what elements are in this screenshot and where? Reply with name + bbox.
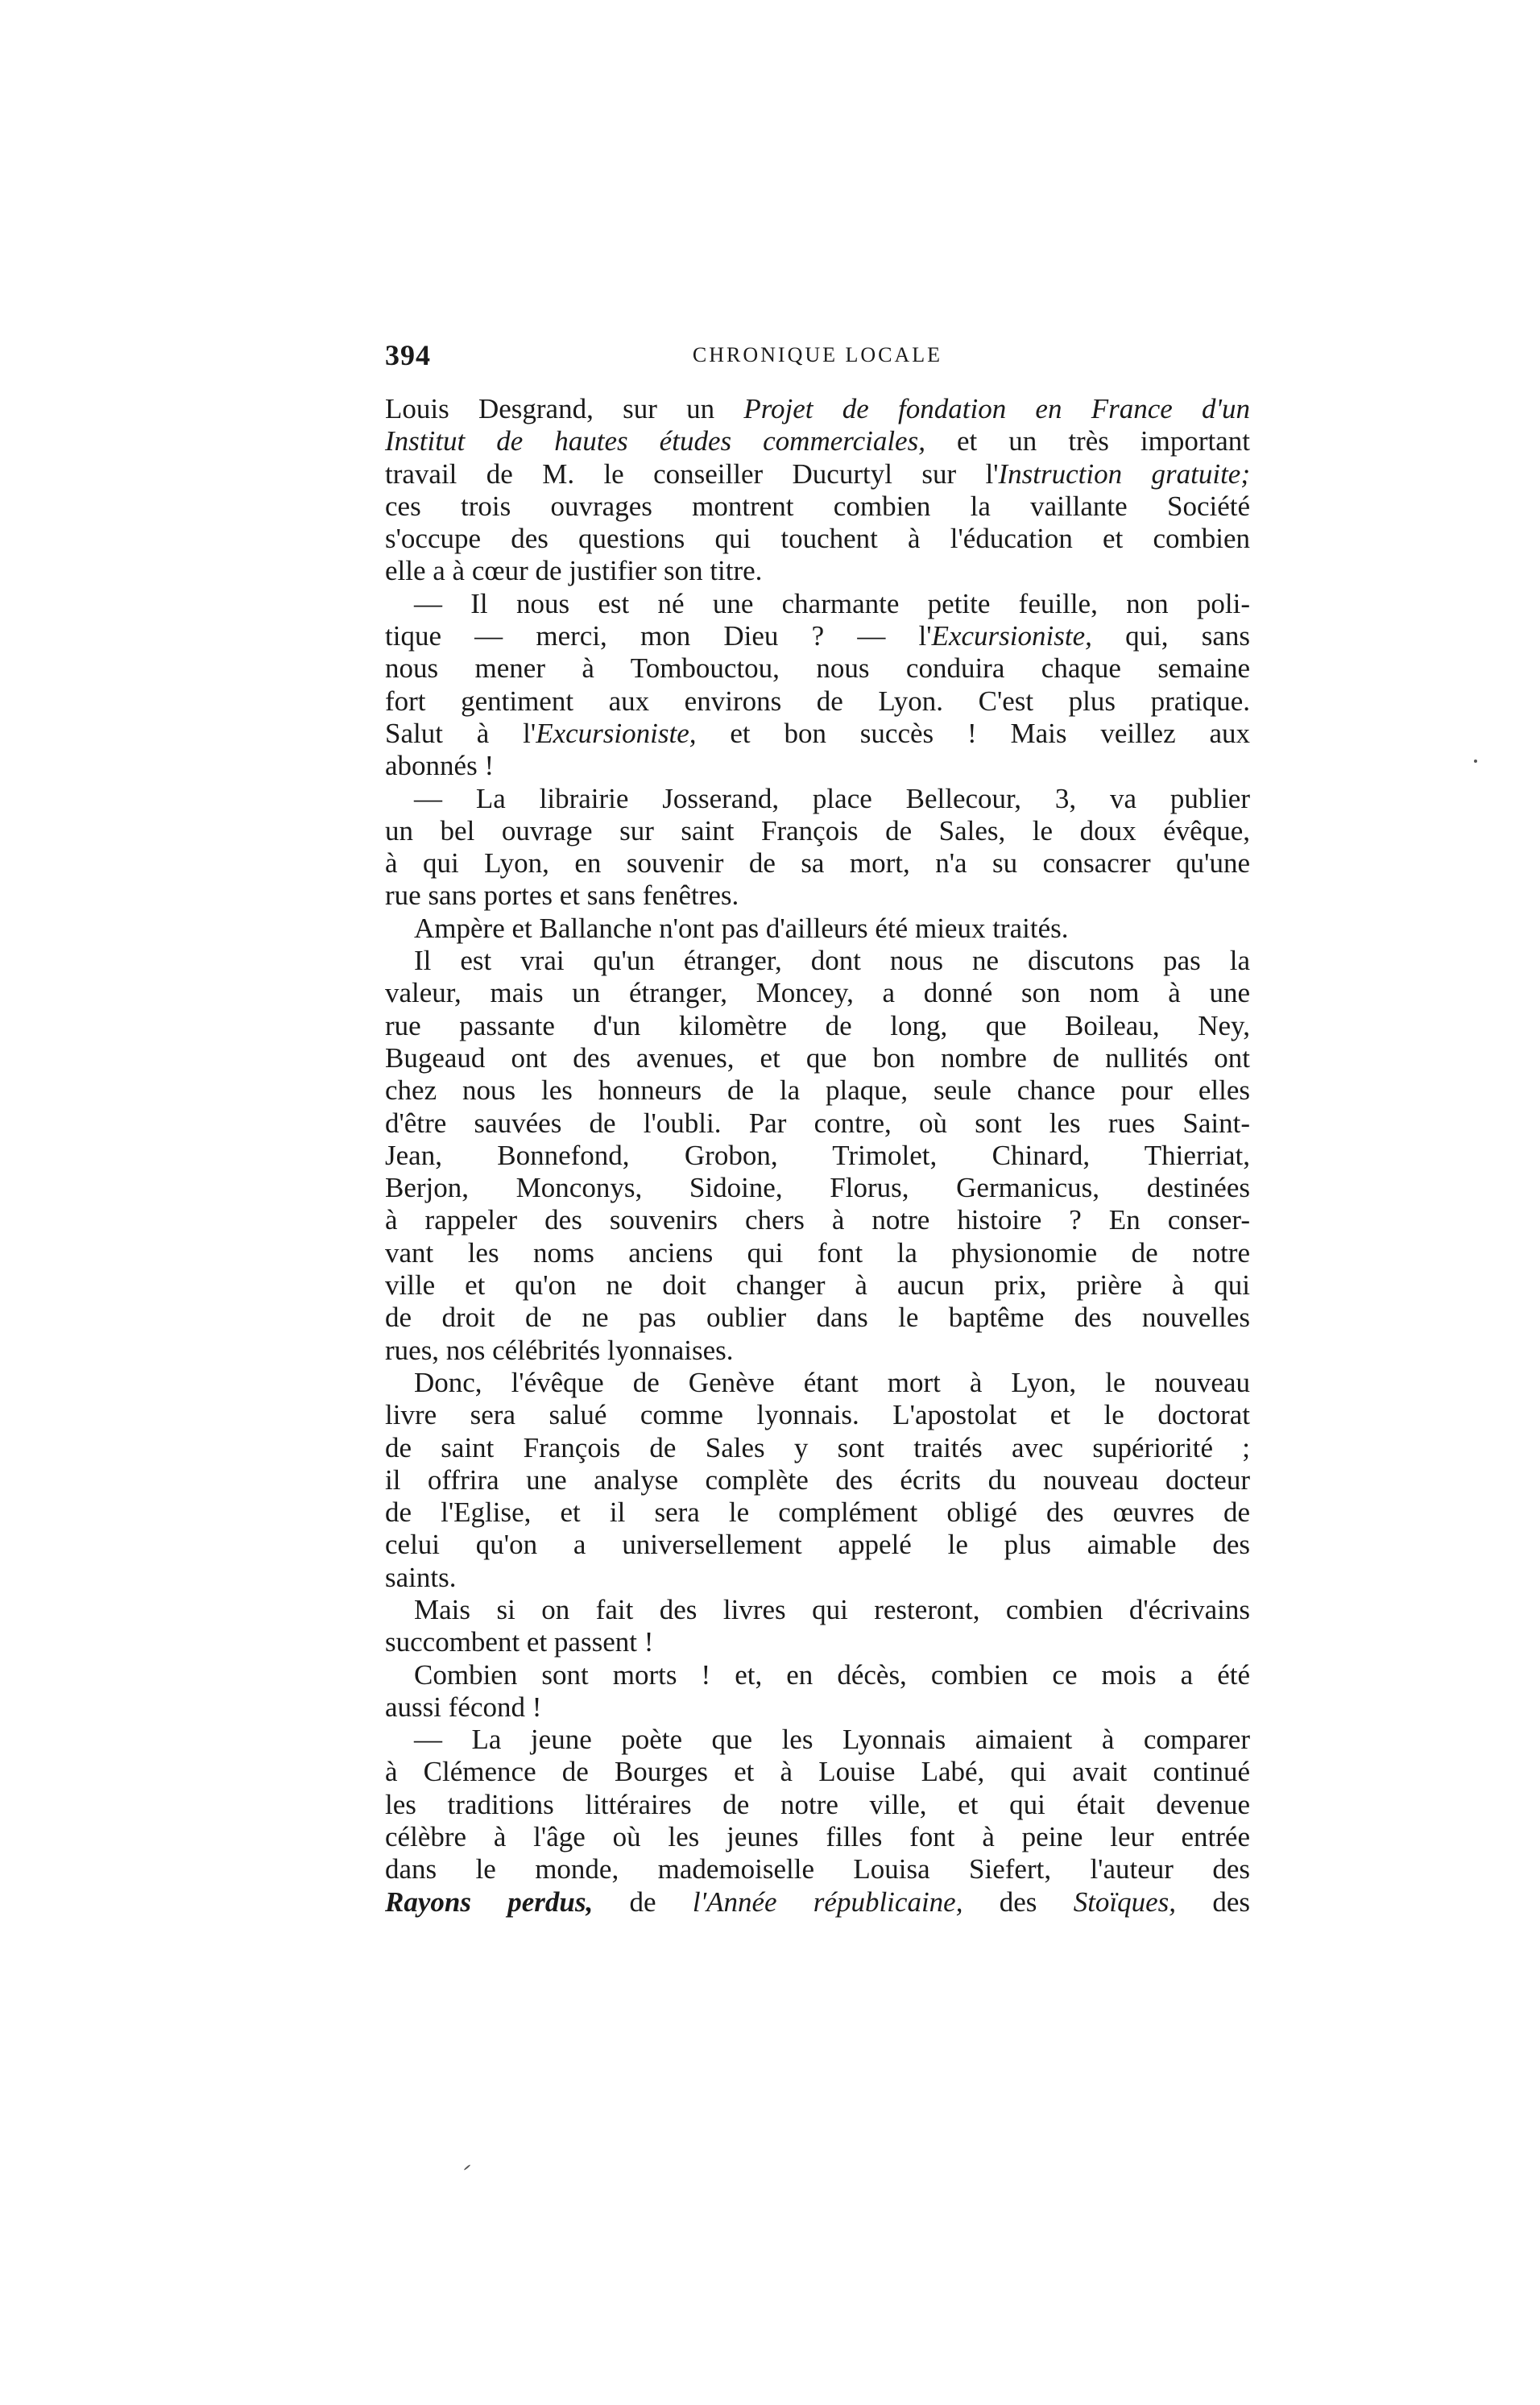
text-run: Mais si on fait des livres qui resteront, combien d'écrivains <box>414 1593 1250 1625</box>
text-line <box>385 1302 1250 1334</box>
text-line <box>385 1821 1250 1853</box>
text-line <box>385 588 1250 620</box>
body-text <box>385 393 1250 1919</box>
text-line <box>385 425 1250 457</box>
text-run: saints. <box>385 1561 457 1593</box>
text-run: fort gentiment aux environs de Lyon. C'est plus pratique. <box>385 685 1250 717</box>
paragraph-4 <box>385 913 1250 945</box>
text-run: livre sera salué comme lyonnais. L'apostolat et le doctorat <box>385 1399 1250 1431</box>
text-run: de saint François de Sales y sont traités avec supériorité ; <box>385 1431 1250 1463</box>
text-run: rues, nos célébrités lyonnaises. <box>385 1334 734 1366</box>
paragraph-8 <box>385 1659 1250 1724</box>
text-line <box>385 685 1250 718</box>
text-run: nous mener à Tombouctou, nous conduira chaque semaine <box>385 652 1250 685</box>
text-run: rue passante d'un kilomètre de long, que Boileau, Ney, <box>385 1009 1250 1041</box>
text-run: de droit de ne pas oublier dans le baptême des nouvelles <box>385 1302 1250 1334</box>
text-run: l'Année républicaine, <box>692 1886 963 1918</box>
text-line <box>385 815 1250 847</box>
margin-speck <box>464 2164 471 2171</box>
text-line <box>385 718 1250 750</box>
text-run: les traditions littéraires de notre ville, et qui était devenue <box>385 1788 1250 1820</box>
text-run: ces trois ouvrages montrent combien la vaillante Société <box>385 490 1250 522</box>
text-line <box>385 1691 1250 1724</box>
text-line <box>385 1172 1250 1204</box>
paragraph-1 <box>385 393 1250 588</box>
text-run: des <box>962 1886 1074 1918</box>
text-run: il offrira une analyse complète des écrits du nouveau docteur <box>385 1463 1250 1496</box>
text-run: dans le monde, mademoiselle Louisa Siefert, l'auteur des <box>385 1853 1250 1886</box>
text-run: tique — merci, mon Dieu ? — l' <box>385 620 932 652</box>
text-run: valeur, mais un étranger, Moncey, a donné son nom à une <box>385 977 1250 1009</box>
text-run: de <box>593 1886 693 1918</box>
text-line <box>385 491 1250 523</box>
text-line <box>385 783 1250 815</box>
text-line <box>385 393 1250 425</box>
text-run: s'occupe des questions qui touchent à l'éducation et combien <box>385 523 1250 555</box>
text-line <box>385 458 1250 491</box>
paragraph-5 <box>385 945 1250 1367</box>
text-line <box>385 1204 1250 1236</box>
text-run: à qui Lyon, en souvenir de sa mort, n'a su consacrer qu'une <box>385 847 1250 880</box>
text-line <box>385 620 1250 652</box>
text-run: Stoïques, <box>1073 1886 1177 1918</box>
text-run: Excursioniste, <box>536 717 697 749</box>
text-run: celui qu'on a universellement appelé le plus aimable des <box>385 1529 1250 1561</box>
text-line <box>385 523 1250 555</box>
text-run: Salut à l' <box>385 717 536 749</box>
text-run: Projet de fondation en France d'un <box>743 393 1250 424</box>
text-run: chez nous les honneurs de la plaque, seule chance pour elles <box>385 1074 1250 1107</box>
text-line <box>385 1789 1250 1821</box>
text-line <box>385 880 1250 912</box>
paragraph-6 <box>385 1367 1250 1594</box>
paragraph-2 <box>385 588 1250 783</box>
text-run: Louis Desgrand, sur un <box>385 393 744 424</box>
text-run: Il est vrai qu'un étranger, dont nous ne discutons pas la <box>414 945 1250 977</box>
text-line <box>385 1724 1250 1756</box>
text-run: des <box>1176 1886 1250 1918</box>
text-run: Combien sont morts ! et, en décès, combien ce mois a été <box>414 1658 1250 1691</box>
text-run: succombent et passent ! <box>385 1626 654 1658</box>
text-run: vant les noms anciens qui font la physionomie de notre <box>385 1236 1250 1269</box>
text-run: de l'Eglise, et il sera le complément obligé des œuvres de <box>385 1496 1250 1529</box>
text-run: Berjon, Monconys, Sidoine, Florus, Germanicus, destinées <box>385 1172 1250 1204</box>
text-line <box>385 945 1250 977</box>
text-run: rue sans portes et sans fenêtres. <box>385 880 739 912</box>
text-run: travail de M. le conseiller Ducurtyl sur l' <box>385 457 999 490</box>
text-line <box>385 1886 1250 1919</box>
text-line <box>385 1237 1250 1269</box>
text-line <box>385 1432 1250 1464</box>
text-line <box>385 1107 1250 1140</box>
text-run: célèbre à l'âge où les jeunes filles font à peine leur entrée <box>385 1821 1250 1853</box>
text-run: ville et qu'on ne doit changer à aucun prix, prière à qui <box>385 1269 1250 1302</box>
text-run: Bugeaud ont des avenues, et que bon nombre de nullités ont <box>385 1041 1250 1074</box>
text-line <box>385 1853 1250 1886</box>
text-run: Ampère et Ballanche n'ont pas d'ailleurs été mieux traités. <box>414 912 1069 944</box>
page-header <box>385 338 1250 379</box>
paragraph-7 <box>385 1594 1250 1659</box>
text-run: Rayons perdus, <box>385 1886 594 1918</box>
text-line <box>385 977 1250 1009</box>
text-line <box>385 1269 1250 1302</box>
text-line <box>385 1659 1250 1691</box>
text-line <box>385 555 1250 587</box>
text-line <box>385 1496 1250 1529</box>
text-run: et bon succès ! Mais veillez aux <box>696 717 1251 749</box>
text-run: aussi fécond ! <box>385 1691 542 1723</box>
text-line <box>385 847 1250 880</box>
text-line <box>385 913 1250 945</box>
text-line <box>385 1626 1250 1658</box>
margin-speck <box>1474 760 1477 763</box>
text-run: Excursioniste, <box>931 620 1092 652</box>
text-run: Jean, Bonnefond, Grobon, Trimolet, Chinard, Thierriat, <box>385 1139 1250 1171</box>
text-run: Instruction gratuite; <box>998 457 1250 490</box>
text-line <box>385 1367 1250 1399</box>
text-run: et un très important <box>925 425 1250 457</box>
text-line <box>385 652 1250 685</box>
text-run: qui, sans <box>1091 620 1251 652</box>
text-line <box>385 1335 1250 1367</box>
paragraph-3 <box>385 783 1250 913</box>
text-line <box>385 750 1250 782</box>
text-run: à rappeler des souvenirs chers à notre histoire ? En conser- <box>385 1204 1250 1236</box>
text-line <box>385 1399 1250 1431</box>
page-number: 394 <box>385 339 431 371</box>
text-line <box>385 1529 1250 1561</box>
text-run: Donc, l'évêque de Genève étant mort à Lyon, le nouveau <box>414 1366 1250 1398</box>
text-run: elle a à cœur de justifier son titre. <box>385 555 763 587</box>
text-line <box>385 1042 1250 1074</box>
text-line <box>385 1594 1250 1626</box>
text-line <box>385 1562 1250 1594</box>
text-run: Institut de hautes études commerciales, <box>385 425 925 457</box>
text-line <box>385 1140 1250 1172</box>
text-line <box>385 1464 1250 1496</box>
text-run: — La jeune poète que les Lyonnais aimaient à comparer <box>414 1724 1250 1756</box>
text-line <box>385 1756 1250 1788</box>
text-run: — Il nous est né une charmante petite feuille, non poli- <box>414 587 1250 619</box>
paragraph-9 <box>385 1724 1250 1919</box>
text-run: — La librairie Josserand, place Bellecour, 3, va publier <box>414 782 1250 814</box>
text-line <box>385 1074 1250 1107</box>
text-run: abonnés ! <box>385 750 495 782</box>
text-run: d'être sauvées de l'oubli. Par contre, où sont les rues Saint- <box>385 1107 1250 1139</box>
running-title: CHRONIQUE LOCALE <box>692 343 943 366</box>
text-run: un bel ouvrage sur saint François de Sales, le doux évêque, <box>385 814 1250 847</box>
text-run: à Clémence de Bourges et à Louise Labé, qui avait continué <box>385 1756 1250 1788</box>
text-line <box>385 1010 1250 1042</box>
